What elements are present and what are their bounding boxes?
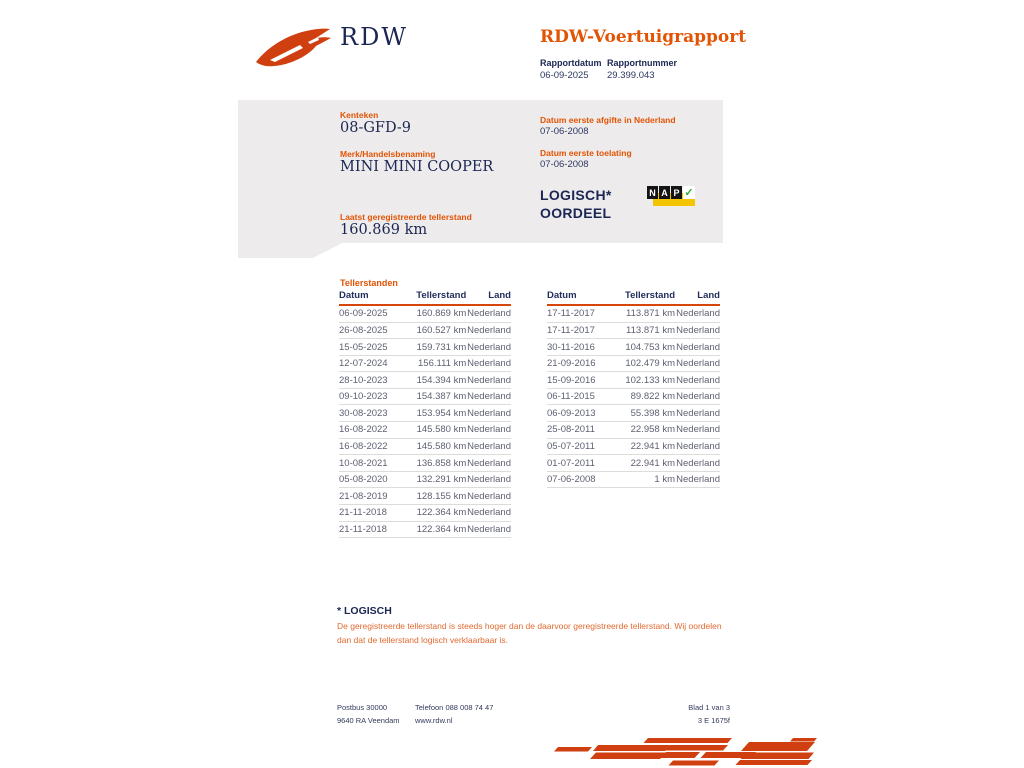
report-number-value: 29.399.043 [607,70,655,81]
cell-datum: 06-11-2015 [547,388,611,405]
footer-phone: Telefoon 088 008 74 47 [415,703,494,712]
cell-tellerstand: 159.731 km [403,339,467,356]
cell-land: Nederland [466,521,511,538]
nap-logo [647,186,697,208]
table-row [547,471,720,488]
cell-land: Nederland [675,422,720,439]
oordeel-text [540,186,612,222]
cell-land: Nederland [466,339,511,356]
rdw-bird-logo-icon [252,24,334,70]
table-row [339,521,511,538]
cell-datum: 30-08-2023 [339,405,403,422]
cell-tellerstand: 154.394 km [403,372,467,389]
table-row [339,305,511,322]
table-row [547,305,720,322]
cell-land: Nederland [675,339,720,356]
table-row [339,322,511,339]
cell-tellerstand: 145.580 km [403,438,467,455]
cell-tellerstand: 55.398 km [611,405,675,422]
tellerstanden-table-left [339,290,511,538]
nap-checkmark-icon: ✓ [684,187,694,199]
cell-datum: 09-10-2023 [339,388,403,405]
table-row [547,322,720,339]
cell-tellerstand: 22.941 km [611,455,675,472]
cell-land: Nederland [466,405,511,422]
cell-datum: 16-08-2022 [339,422,403,439]
cell-land: Nederland [466,438,511,455]
cell-datum: 26-08-2025 [339,322,403,339]
cell-land: Nederland [675,372,720,389]
cell-datum: 06-09-2025 [339,305,403,322]
footer-address-line2: 9640 RA Veendam [337,716,400,725]
table-row [339,388,511,405]
eerste-toelating-label: Datum eerste toelating [540,148,632,158]
table-row [339,422,511,439]
cell-datum: 05-08-2020 [339,471,403,488]
oordeel-line2: OORDEEL [540,205,612,221]
cell-datum: 12-07-2024 [339,355,403,372]
cell-datum: 16-08-2022 [339,438,403,455]
cell-land: Nederland [466,355,511,372]
cell-tellerstand: 113.871 km [611,305,675,322]
col-header-land: Land [675,290,720,305]
cell-tellerstand: 128.155 km [403,488,467,505]
cell-tellerstand: 136.858 km [403,455,467,472]
vehicle-summary-panel-tab [238,243,342,258]
eerste-afgifte-label: Datum eerste afgifte in Nederland [540,115,676,125]
table-row [339,488,511,505]
kenteken-label: Kenteken [340,110,379,120]
table-row [547,455,720,472]
footer-address-line1: Postbus 30000 [337,703,388,712]
cell-land: Nederland [466,471,511,488]
laatste-tellerstand-value: 160.869 km [340,222,428,238]
cell-datum: 06-09-2013 [547,405,611,422]
col-header-tellerstand: Tellerstand [403,290,467,305]
table-row [547,388,720,405]
table-row [547,422,720,439]
table-row [339,504,511,521]
cell-tellerstand: 160.869 km [403,305,467,322]
cell-tellerstand: 102.479 km [611,355,675,372]
cell-datum: 17-11-2017 [547,322,611,339]
cell-land: Nederland [675,388,720,405]
page-title: RDW-Voertuigrapport [540,27,747,47]
table-row [547,438,720,455]
col-header-tellerstand: Tellerstand [611,290,675,305]
footer-contact [415,701,493,727]
cell-tellerstand: 156.111 km [403,355,467,372]
cell-tellerstand: 22.941 km [611,438,675,455]
cell-tellerstand: 102.133 km [611,372,675,389]
merk-value: MINI MINI COOPER [340,159,494,175]
cell-tellerstand: 104.753 km [611,339,675,356]
oordeel-line1: LOGISCH* [540,187,612,203]
table-row [339,455,511,472]
cell-datum: 30-11-2016 [547,339,611,356]
col-header-land: Land [466,290,511,305]
table-row [339,339,511,356]
cell-land: Nederland [675,471,720,488]
cell-land: Nederland [466,455,511,472]
cell-datum: 21-11-2018 [339,504,403,521]
cell-tellerstand: 113.871 km [611,322,675,339]
cell-tellerstand: 22.958 km [611,422,675,439]
cell-tellerstand: 145.580 km [403,422,467,439]
cell-tellerstand: 89.822 km [611,388,675,405]
cell-land: Nederland [466,504,511,521]
cell-tellerstand: 132.291 km [403,471,467,488]
cell-datum: 15-05-2025 [339,339,403,356]
table-header-row [547,290,720,305]
table-row [339,405,511,422]
cell-land: Nederland [466,422,511,439]
footer-website[interactable]: www.rdw.nl [415,716,453,725]
cell-tellerstand: 1 km [611,471,675,488]
laatste-tellerstand-label: Laatst geregistreerde tellerstand [340,212,472,222]
cell-datum: 10-08-2021 [339,455,403,472]
cell-tellerstand: 160.527 km [403,322,467,339]
cell-tellerstand: 153.954 km [403,405,467,422]
table-row [547,405,720,422]
footer-page-info [630,701,730,727]
logisch-footnote-title: * LOGISCH [337,605,392,617]
report-date-value: 06-09-2025 [540,70,589,81]
eerste-afgifte-value: 07-06-2008 [540,126,589,137]
cell-land: Nederland [675,355,720,372]
table-row [339,355,511,372]
eerste-toelating-value: 07-06-2008 [540,159,589,170]
nap-letter-a: A [659,186,670,199]
cell-datum: 21-08-2019 [339,488,403,505]
table-row [339,372,511,389]
cell-datum: 15-09-2016 [547,372,611,389]
cell-datum: 21-11-2018 [339,521,403,538]
merk-label: Merk/Handelsbenaming [340,149,436,159]
cell-datum: 01-07-2011 [547,455,611,472]
footer-page-indicator: Blad 1 van 3 [688,703,730,712]
tellerstanden-table-right [547,290,720,488]
report-number-label: Rapportnummer [607,58,678,68]
rdw-stripes-decoration [545,737,817,768]
cell-land: Nederland [675,438,720,455]
table-row [547,355,720,372]
table-row [547,339,720,356]
cell-datum: 17-11-2017 [547,305,611,322]
brand-wordmark: RDW [340,23,408,51]
cell-land: Nederland [675,405,720,422]
cell-datum: 28-10-2023 [339,372,403,389]
table-row [339,471,511,488]
cell-datum: 05-07-2011 [547,438,611,455]
logisch-footnote-text: De geregistreerde tellerstand is steeds hoger dan de daarvoor geregistreerde tellerstand. Wij oordelen dan dat de tellerstand logisch verklaarbaar is. [337,621,722,645]
table-row [339,438,511,455]
col-header-datum: Datum [547,290,611,305]
cell-tellerstand: 122.364 km [403,521,467,538]
cell-land: Nederland [675,305,720,322]
cell-datum: 07-06-2008 [547,471,611,488]
cell-land: Nederland [675,322,720,339]
cell-land: Nederland [466,488,511,505]
table-row [547,372,720,389]
nap-letter-n: N [647,186,658,199]
cell-tellerstand: 122.364 km [403,504,467,521]
cell-datum: 21-09-2016 [547,355,611,372]
cell-datum: 25-08-2011 [547,422,611,439]
cell-tellerstand: 154.387 km [403,388,467,405]
col-header-datum: Datum [339,290,403,305]
table-header-row [339,290,511,305]
tellerstanden-section-title: Tellerstanden [340,278,398,288]
cell-land: Nederland [466,388,511,405]
cell-land: Nederland [466,305,511,322]
report-date-label: Rapportdatum [540,58,602,68]
cell-land: Nederland [466,372,511,389]
footer-form-code: 3 E 1675f [697,716,730,725]
nap-letter-p: P [671,186,682,199]
cell-land: Nederland [466,322,511,339]
footer-address [337,701,400,727]
cell-land: Nederland [675,455,720,472]
kenteken-value: 08-GFD-9 [340,120,412,136]
